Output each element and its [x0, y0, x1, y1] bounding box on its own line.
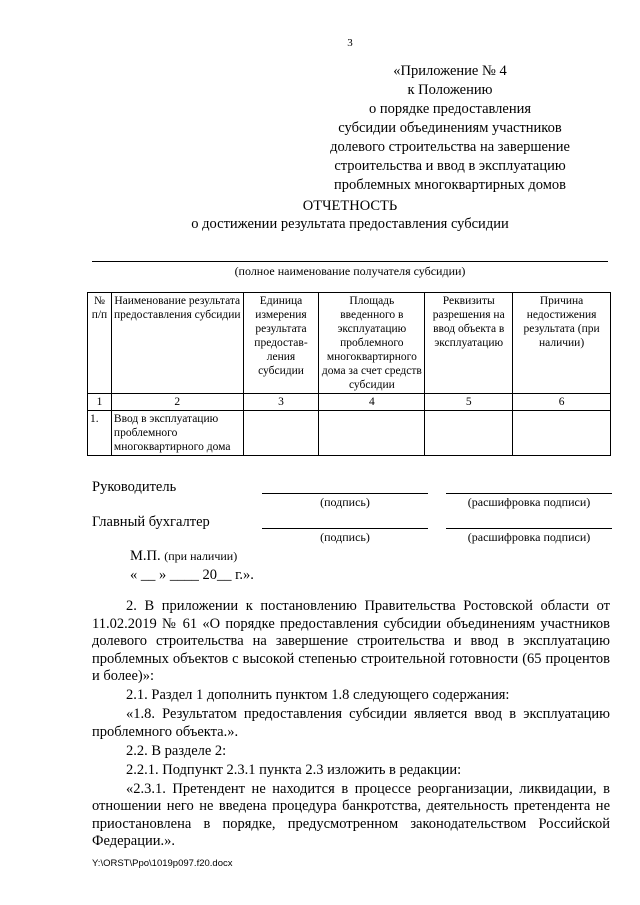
appendix-header: [300, 62, 600, 195]
header-cell: Реквизиты разрешения на ввод объекта в эксплуатацию: [425, 293, 513, 394]
column-number: 4: [319, 394, 425, 411]
accountant-signature-line: [262, 528, 428, 529]
paragraph: 2.1. Раздел 1 дополнить пунктом 1.8 следующего содержания:: [126, 687, 510, 703]
table-row: [88, 411, 611, 456]
stamp-label: М.П.: [130, 548, 161, 564]
accountant-label: Главный бухгалтер: [92, 514, 210, 530]
recipient-line: [92, 261, 608, 262]
table-cell: [243, 411, 319, 456]
paragraph: «1.8. Результатом предоставления субсидии является ввод в эксплуатацию проблемного объекта.».: [92, 706, 610, 740]
paragraph: 2. В приложении к постановлению Правительства Ростовской области от 11.02.2019 № 61 «О порядке предоставления субсидии объединениям участников долевого строительства на завершение строительства и ввод в эксплуатацию проблемных объектов с высокой степенью строительной готовности (65 процентов и более)»:: [92, 598, 610, 684]
table-cell: [425, 411, 513, 456]
table-cell: Ввод в эксплуатацию проблемного многоквартирного дома: [111, 411, 243, 456]
head-signature-line: [262, 493, 428, 494]
paragraph: 2.2.1. Подпункт 2.3.1 пункта 2.3 изложить в редакции:: [126, 761, 462, 778]
appendix-line: долевого строительства на завершение: [330, 139, 570, 155]
appendix-line: о порядке предоставления: [368, 101, 532, 117]
column-number: 6: [513, 394, 611, 411]
appendix-line: «Приложение № 4: [393, 63, 507, 79]
column-number: 5: [425, 394, 513, 411]
amendment-text: [92, 598, 610, 852]
table-cell: [319, 411, 425, 456]
header-cell: № п/п: [88, 293, 112, 394]
appendix-line: строительства и ввод в эксплуатацию: [334, 158, 566, 174]
sign-caption: (подпись): [320, 530, 370, 544]
page-number: 3: [347, 37, 353, 49]
appendix-line: к Положению: [407, 82, 493, 98]
head-decode-line: [446, 493, 612, 494]
header-cell: Причина недостижения результата (при наличии): [513, 293, 611, 394]
report-title: ОТЧЕТНОСТЬ: [302, 198, 398, 214]
stamp-note: (при наличии): [164, 549, 238, 563]
decode-caption: (расшифровка подписи): [467, 495, 591, 509]
date-line: « __ » ____ 20__ г.».: [130, 567, 254, 583]
appendix-line: субсидии объединениям участников: [338, 120, 562, 136]
header-cell: Единица измерения результата предостав-ления субсидии: [243, 293, 319, 394]
head-label: Руководитель: [92, 479, 177, 495]
report-table: [87, 292, 611, 456]
table-cell: [513, 411, 611, 456]
column-number: 2: [111, 394, 243, 411]
table-number-row: [88, 394, 611, 411]
header-cell: Наименование результата предоставления субсидии: [111, 293, 243, 394]
accountant-decode-line: [446, 528, 612, 529]
sign-caption: (подпись): [320, 495, 370, 509]
recipient-caption: (полное наименование получателя субсидии): [234, 264, 466, 278]
table-cell: 1.: [88, 411, 112, 456]
table-header-row: [88, 293, 611, 394]
appendix-line: проблемных многоквартирных домов: [333, 177, 567, 193]
paragraph: «2.3.1. Претендент не находится в процессе реорганизации, ликвидации, в отношении него не введена процедура банкротства, деятельность претендента не приостановлена в порядке, предусмотренном законодательством Российской Федерации.».: [92, 780, 610, 849]
stamp-place: [130, 548, 237, 565]
report-subtitle: о достижении результата предоставления субсидии: [191, 216, 509, 232]
decode-caption: (расшифровка подписи): [467, 530, 591, 544]
paragraph: 2.2. В разделе 2:: [126, 742, 227, 759]
column-number: 3: [243, 394, 319, 411]
file-path-footer: Y:\ORST\Ppo\1019p097.f20.docx: [92, 858, 233, 869]
column-number: 1: [88, 394, 112, 411]
header-cell: Площадь введенного в эксплуатацию проблемного многоквартирного дома за счет средств субсидии: [319, 293, 425, 394]
